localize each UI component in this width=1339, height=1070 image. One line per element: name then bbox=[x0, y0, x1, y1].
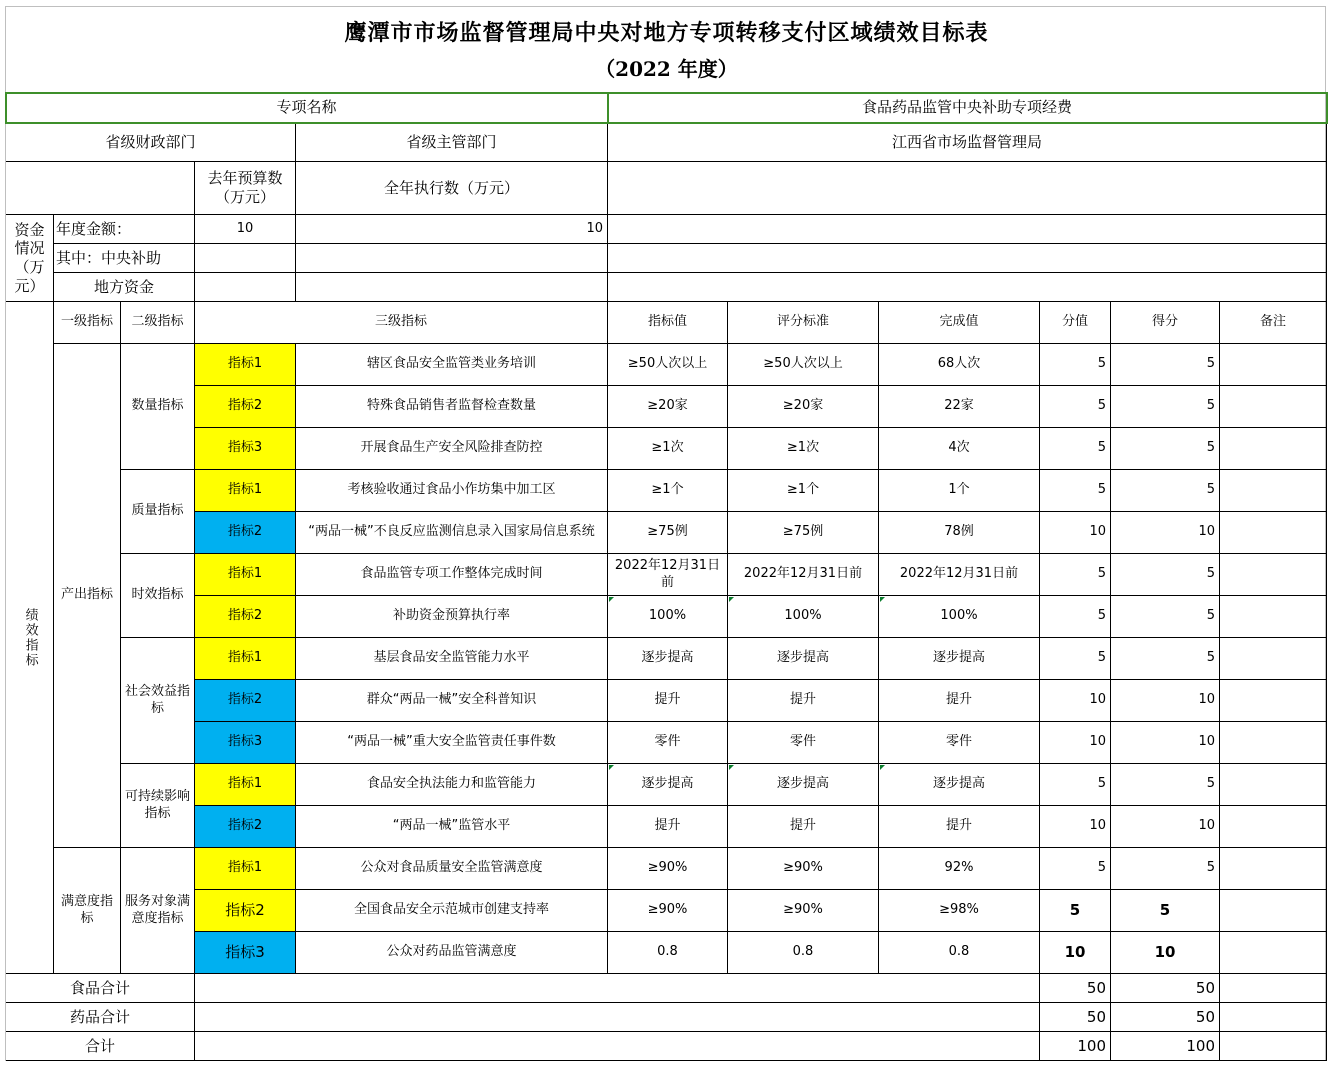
indicator-standard[interactable]: 逐步提高 bbox=[728, 638, 879, 680]
indicator-note[interactable] bbox=[1220, 764, 1327, 806]
blank-cell[interactable] bbox=[1220, 1032, 1327, 1061]
indicator-standard[interactable]: 零件 bbox=[728, 722, 879, 764]
indicator-code[interactable]: 指标1 bbox=[195, 638, 296, 680]
funds-prev-value[interactable] bbox=[195, 273, 296, 302]
indicator-actual[interactable]: 逐步提高 bbox=[879, 638, 1040, 680]
indicator-note[interactable] bbox=[1220, 848, 1327, 890]
funds-row-label[interactable]: 地方资金 bbox=[54, 273, 195, 302]
header-level2[interactable]: 二级指标 bbox=[121, 302, 195, 344]
indicator-actual[interactable]: 92% bbox=[879, 848, 1040, 890]
indicator-target[interactable]: 提升 bbox=[608, 806, 728, 848]
indicator-actual[interactable]: 68人次 bbox=[879, 344, 1040, 386]
indicator-target[interactable]: 逐步提高 bbox=[608, 764, 728, 806]
blank-cell[interactable] bbox=[195, 1032, 1040, 1061]
indicator-actual[interactable]: 零件 bbox=[879, 722, 1040, 764]
indicator-code[interactable]: 指标1 bbox=[195, 764, 296, 806]
indicator-actual[interactable]: 2022年12月31日前 bbox=[879, 554, 1040, 596]
indicator-score[interactable]: 10 bbox=[1040, 680, 1111, 722]
performance-target-sheet bbox=[5, 6, 1326, 1061]
indicator-code[interactable]: 指标2 bbox=[195, 806, 296, 848]
indicator-standard[interactable]: 逐步提高 bbox=[728, 764, 879, 806]
indicator-actual[interactable]: 1个 bbox=[879, 470, 1040, 512]
total-score[interactable]: 50 bbox=[1040, 974, 1111, 1003]
indicator-target[interactable]: ≥20家 bbox=[608, 386, 728, 428]
indicator-name[interactable]: 特殊食品销售者监督检查数量 bbox=[296, 386, 608, 428]
indicator-standard[interactable]: 100% bbox=[728, 596, 879, 638]
indicator-target[interactable]: 逐步提高 bbox=[608, 638, 728, 680]
indicator-code[interactable]: 指标3 bbox=[195, 722, 296, 764]
indicator-got[interactable]: 5 bbox=[1111, 890, 1220, 932]
indicator-standard[interactable]: 提升 bbox=[728, 680, 879, 722]
indicator-target[interactable]: ≥90% bbox=[608, 848, 728, 890]
indicator-name[interactable]: 考核验收通过食品小作坊集中加工区 bbox=[296, 470, 608, 512]
indicator-target[interactable]: ≥75例 bbox=[608, 512, 728, 554]
indicator-got[interactable]: 5 bbox=[1111, 428, 1220, 470]
level2-label[interactable]: 服务对象满意度指标 bbox=[121, 848, 195, 974]
indicator-target[interactable]: 提升 bbox=[608, 680, 728, 722]
blank-cell[interactable] bbox=[608, 162, 1327, 215]
indicator-standard[interactable]: 2022年12月31日前 bbox=[728, 554, 879, 596]
indicator-name[interactable]: “两品一械”不良反应监测信息录入国家局信息系统 bbox=[296, 512, 608, 554]
indicator-name[interactable]: 公众对食品质量安全监管满意度 bbox=[296, 848, 608, 890]
level2-label[interactable]: 时效指标 bbox=[121, 554, 195, 638]
level1-label[interactable]: 产出指标 bbox=[54, 344, 121, 848]
indicator-name[interactable]: 全国食品安全示范城市创建支持率 bbox=[296, 890, 608, 932]
funds-row-label[interactable]: 年度金额： bbox=[54, 215, 195, 244]
indicator-code[interactable]: 指标2 bbox=[195, 680, 296, 722]
indicator-target[interactable]: 0.8 bbox=[608, 932, 728, 974]
indicator-note[interactable] bbox=[1220, 638, 1327, 680]
indicator-got[interactable]: 5 bbox=[1111, 386, 1220, 428]
indicator-actual[interactable]: 100% bbox=[879, 596, 1040, 638]
indicator-standard[interactable]: ≥20家 bbox=[728, 386, 879, 428]
blank-cell[interactable] bbox=[1220, 1003, 1327, 1032]
indicator-target[interactable]: ≥90% bbox=[608, 890, 728, 932]
indicator-score[interactable]: 5 bbox=[1040, 596, 1111, 638]
level2-label[interactable]: 质量指标 bbox=[121, 470, 195, 554]
indicator-note[interactable] bbox=[1220, 512, 1327, 554]
total-got[interactable]: 50 bbox=[1111, 1003, 1220, 1032]
indicator-target[interactable]: ≥50人次以上 bbox=[608, 344, 728, 386]
total-got[interactable]: 100 bbox=[1111, 1032, 1220, 1061]
indicator-score[interactable]: 5 bbox=[1040, 470, 1111, 512]
indicator-note[interactable] bbox=[1220, 428, 1327, 470]
indicator-name[interactable]: 基层食品安全监管能力水平 bbox=[296, 638, 608, 680]
project-name-value[interactable]: 食品药品监管中央补助专项经费 bbox=[608, 93, 1327, 123]
funds-group-label[interactable]: 资金情况（万元） bbox=[6, 215, 54, 302]
title-line-1: 鹰潭市市场监督管理局中央对地方专项转移支付区域绩效目标表 bbox=[344, 20, 989, 46]
indicator-standard[interactable]: ≥1次 bbox=[728, 428, 879, 470]
indicator-actual[interactable]: 78例 bbox=[879, 512, 1040, 554]
blank-cell[interactable] bbox=[195, 974, 1040, 1003]
level2-label[interactable]: 数量指标 bbox=[121, 344, 195, 470]
total-label[interactable]: 食品合计 bbox=[6, 974, 195, 1003]
funds-prev-value[interactable] bbox=[195, 244, 296, 273]
level2-label[interactable]: 可持续影响指标 bbox=[121, 764, 195, 848]
cell-warning-marker bbox=[609, 765, 614, 770]
indicator-note[interactable] bbox=[1220, 890, 1327, 932]
indicator-actual[interactable]: 22家 bbox=[879, 386, 1040, 428]
indicator-code[interactable]: 指标3 bbox=[195, 428, 296, 470]
indicator-name[interactable]: 食品监管专项工作整体完成时间 bbox=[296, 554, 608, 596]
indicator-got[interactable]: 5 bbox=[1111, 764, 1220, 806]
indicator-standard[interactable]: 提升 bbox=[728, 806, 879, 848]
indicator-got[interactable]: 10 bbox=[1111, 680, 1220, 722]
funds-row-label[interactable]: 其中：中央补助 bbox=[54, 244, 195, 273]
finance-dept-label[interactable]: 省级财政部门 bbox=[6, 123, 296, 162]
funds-exec-value[interactable]: 10 bbox=[296, 215, 608, 244]
header-score[interactable]: 分值 bbox=[1040, 302, 1111, 344]
indicator-got[interactable]: 5 bbox=[1111, 344, 1220, 386]
indicator-target[interactable]: ≥1个 bbox=[608, 470, 728, 512]
indicator-score[interactable]: 5 bbox=[1040, 638, 1111, 680]
indicator-got[interactable]: 10 bbox=[1111, 932, 1220, 974]
indicator-name[interactable]: “两品一械”重大安全监管责任事件数 bbox=[296, 722, 608, 764]
indicator-target[interactable]: ≥1次 bbox=[608, 428, 728, 470]
indicator-target[interactable]: 100% bbox=[608, 596, 728, 638]
indicator-note[interactable] bbox=[1220, 470, 1327, 512]
level1-label[interactable]: 满意度指标 bbox=[54, 848, 121, 974]
indicator-got[interactable]: 10 bbox=[1111, 512, 1220, 554]
header-level1[interactable]: 一级指标 bbox=[54, 302, 121, 344]
indicator-got[interactable]: 5 bbox=[1111, 638, 1220, 680]
indicator-note[interactable] bbox=[1220, 344, 1327, 386]
indicator-note[interactable] bbox=[1220, 596, 1327, 638]
indicator-note[interactable] bbox=[1220, 554, 1327, 596]
indicator-standard[interactable]: 0.8 bbox=[728, 932, 879, 974]
indicator-actual[interactable]: 逐步提高 bbox=[879, 764, 1040, 806]
header-note[interactable]: 备注 bbox=[1220, 302, 1327, 344]
indicator-actual[interactable]: 0.8 bbox=[879, 932, 1040, 974]
admin-dept-label[interactable]: 省级主管部门 bbox=[296, 123, 608, 162]
blank-cell[interactable] bbox=[1220, 974, 1327, 1003]
indicator-actual[interactable]: 提升 bbox=[879, 680, 1040, 722]
total-got[interactable]: 50 bbox=[1111, 974, 1220, 1003]
indicator-score[interactable]: 5 bbox=[1040, 890, 1111, 932]
indicator-target[interactable]: 零件 bbox=[608, 722, 728, 764]
indicator-code[interactable]: 指标2 bbox=[195, 512, 296, 554]
indicator-standard[interactable]: ≥90% bbox=[728, 890, 879, 932]
indicator-name[interactable]: 群众“两品一械”安全科普知识 bbox=[296, 680, 608, 722]
annual-exec-label[interactable]: 全年执行数（万元） bbox=[296, 162, 608, 215]
cell-warning-marker bbox=[729, 765, 734, 770]
indicator-name[interactable]: 开展食品生产安全风险排查防控 bbox=[296, 428, 608, 470]
indicator-actual[interactable]: 4次 bbox=[879, 428, 1040, 470]
level2-label[interactable]: 社会效益指标 bbox=[121, 638, 195, 764]
indicator-score[interactable]: 10 bbox=[1040, 806, 1111, 848]
funds-prev-value[interactable]: 10 bbox=[195, 215, 296, 244]
indicator-note[interactable] bbox=[1220, 386, 1327, 428]
indicator-code[interactable]: 指标1 bbox=[195, 554, 296, 596]
indicator-got[interactable]: 10 bbox=[1111, 722, 1220, 764]
indicator-got[interactable]: 5 bbox=[1111, 470, 1220, 512]
indicator-code[interactable]: 指标2 bbox=[195, 890, 296, 932]
blank-cell[interactable] bbox=[6, 162, 195, 215]
indicator-name[interactable]: 辖区食品安全监管类业务培训 bbox=[296, 344, 608, 386]
header-got[interactable]: 得分 bbox=[1111, 302, 1220, 344]
total-label[interactable]: 合计 bbox=[6, 1032, 195, 1061]
indicator-code[interactable]: 指标1 bbox=[195, 470, 296, 512]
project-name-label[interactable]: 专项名称 bbox=[6, 93, 608, 123]
prev-budget-label[interactable]: 去年预算数（万元） bbox=[195, 162, 296, 215]
indicator-score[interactable]: 5 bbox=[1040, 386, 1111, 428]
indicator-code[interactable]: 指标2 bbox=[195, 386, 296, 428]
funds-exec-value[interactable] bbox=[296, 244, 608, 273]
header-standard[interactable]: 评分标准 bbox=[728, 302, 879, 344]
blank-cell[interactable] bbox=[195, 1003, 1040, 1032]
indicator-note[interactable] bbox=[1220, 806, 1327, 848]
header-level3[interactable]: 三级指标 bbox=[195, 302, 608, 344]
indicator-note[interactable] bbox=[1220, 932, 1327, 974]
title-line-2: （2022 年度） bbox=[595, 57, 738, 81]
indicator-score[interactable]: 5 bbox=[1040, 428, 1111, 470]
indicator-score[interactable]: 10 bbox=[1040, 722, 1111, 764]
indicator-got[interactable]: 5 bbox=[1111, 848, 1220, 890]
indicator-standard[interactable]: ≥1个 bbox=[728, 470, 879, 512]
header-target[interactable]: 指标值 bbox=[608, 302, 728, 344]
header-actual[interactable]: 完成值 bbox=[879, 302, 1040, 344]
sheet-title bbox=[6, 7, 1327, 91]
indicator-code[interactable]: 指标1 bbox=[195, 344, 296, 386]
blank-cell[interactable] bbox=[608, 244, 1327, 273]
admin-dept-value[interactable]: 江西省市场监督管理局 bbox=[608, 123, 1327, 162]
indicator-score[interactable]: 5 bbox=[1040, 554, 1111, 596]
indicator-got[interactable]: 10 bbox=[1111, 806, 1220, 848]
indicator-code[interactable]: 指标2 bbox=[195, 596, 296, 638]
indicator-actual[interactable]: ≥98% bbox=[879, 890, 1040, 932]
indicator-name[interactable]: 补助资金预算执行率 bbox=[296, 596, 608, 638]
indicator-code[interactable]: 指标1 bbox=[195, 848, 296, 890]
blank-cell[interactable] bbox=[608, 273, 1327, 302]
indicator-score[interactable]: 5 bbox=[1040, 344, 1111, 386]
perf-group-label[interactable]: 绩效指标 bbox=[6, 302, 54, 974]
indicator-name[interactable]: “两品一械”监管水平 bbox=[296, 806, 608, 848]
indicator-score[interactable]: 10 bbox=[1040, 512, 1111, 554]
cell-warning-marker bbox=[880, 597, 885, 602]
indicator-standard[interactable]: ≥75例 bbox=[728, 512, 879, 554]
indicator-name[interactable]: 食品安全执法能力和监管能力 bbox=[296, 764, 608, 806]
indicator-got[interactable]: 5 bbox=[1111, 554, 1220, 596]
indicator-standard[interactable]: ≥50人次以上 bbox=[728, 344, 879, 386]
indicator-note[interactable] bbox=[1220, 680, 1327, 722]
cell-warning-marker bbox=[729, 597, 734, 602]
indicator-got[interactable]: 5 bbox=[1111, 596, 1220, 638]
indicator-code[interactable]: 指标3 bbox=[195, 932, 296, 974]
total-score[interactable]: 100 bbox=[1040, 1032, 1111, 1061]
blank-cell[interactable] bbox=[608, 215, 1327, 244]
funds-exec-value[interactable] bbox=[296, 273, 608, 302]
indicator-score[interactable]: 5 bbox=[1040, 764, 1111, 806]
cell-warning-marker bbox=[609, 597, 614, 602]
indicator-name[interactable]: 公众对药品监管满意度 bbox=[296, 932, 608, 974]
indicator-actual[interactable]: 提升 bbox=[879, 806, 1040, 848]
indicator-target[interactable]: 2022年12月31日前 bbox=[608, 554, 728, 596]
cell-warning-marker bbox=[880, 765, 885, 770]
indicator-score[interactable]: 10 bbox=[1040, 932, 1111, 974]
total-score[interactable]: 50 bbox=[1040, 1003, 1111, 1032]
indicator-standard[interactable]: ≥90% bbox=[728, 848, 879, 890]
indicator-note[interactable] bbox=[1220, 722, 1327, 764]
indicator-score[interactable]: 5 bbox=[1040, 848, 1111, 890]
total-label[interactable]: 药品合计 bbox=[6, 1003, 195, 1032]
